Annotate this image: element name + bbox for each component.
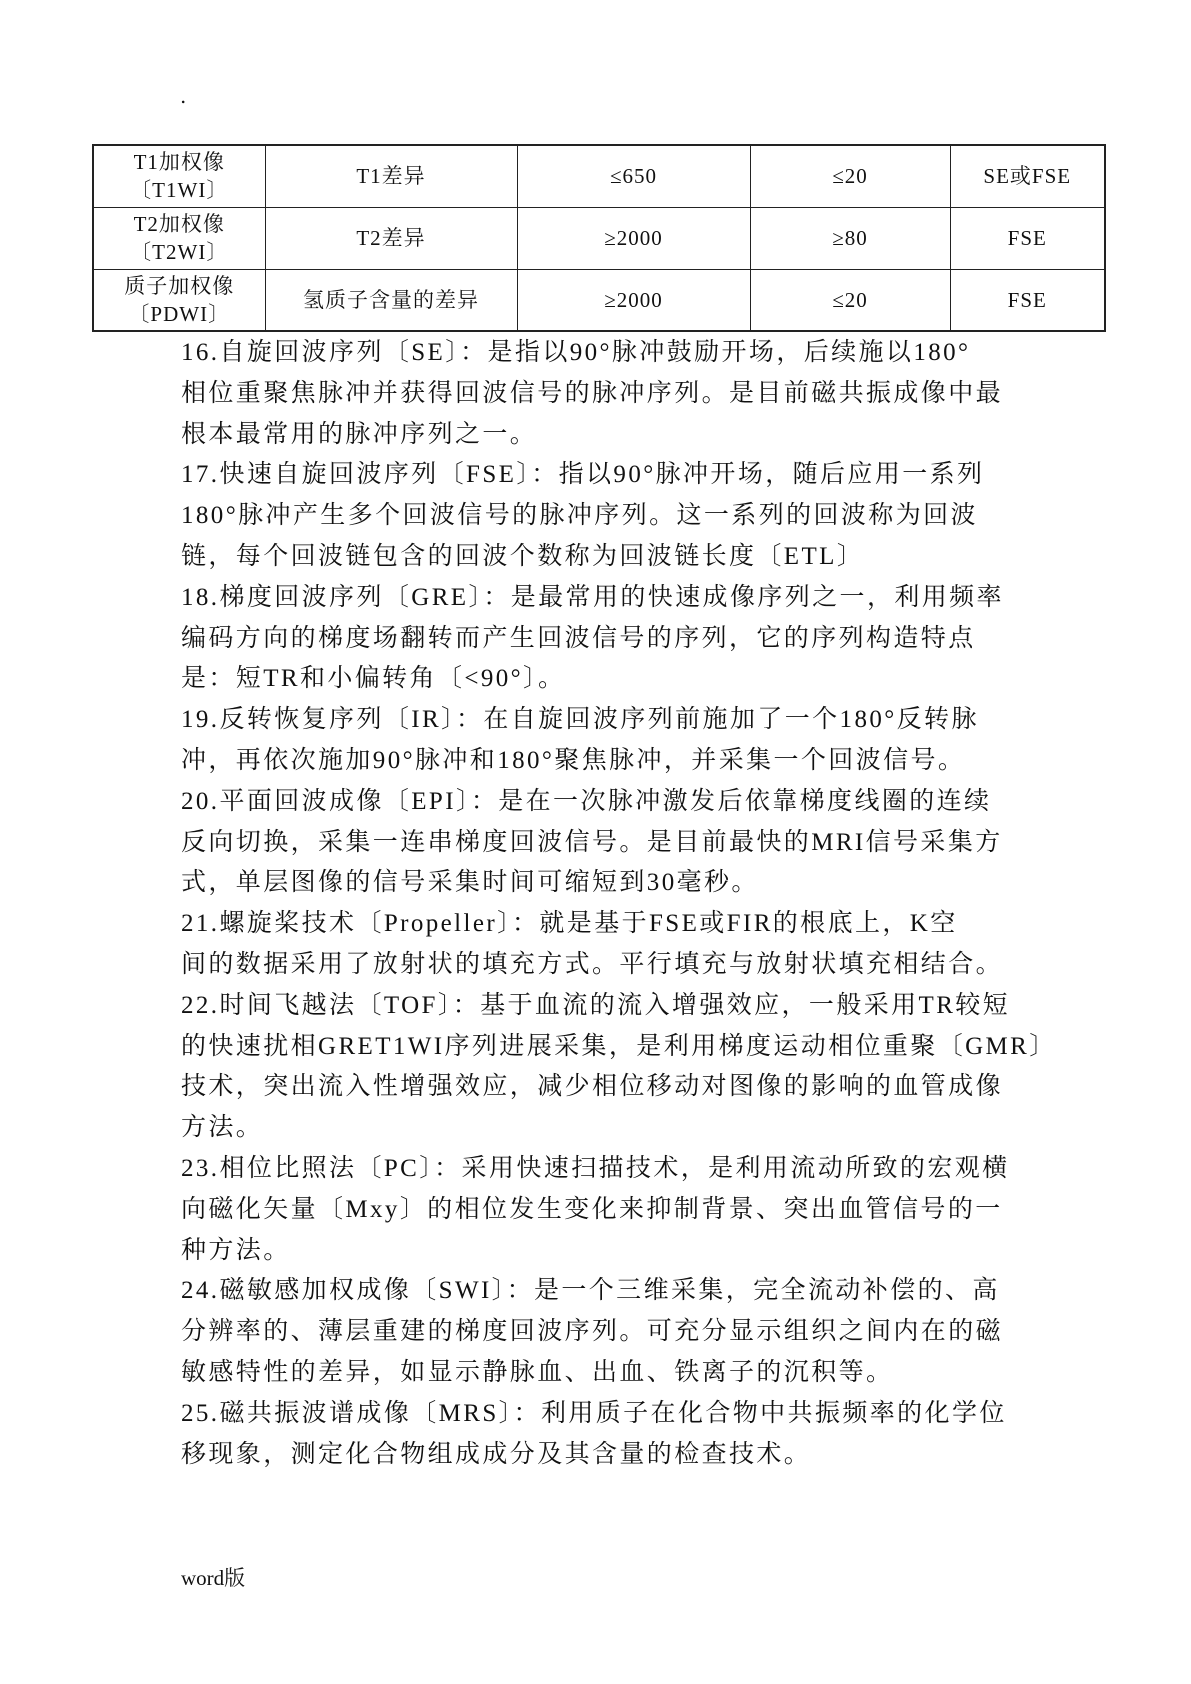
parameters-table-wrapper — [92, 144, 1104, 332]
text-line: 19.反转恢复序列〔IR〕：在自旋回波序列前施加了一个180°反转脉 — [181, 706, 979, 734]
te-cell: ≤20 — [750, 145, 950, 207]
text-line: 链，每个回波链包含的回波个数称为回波链长度〔ETL〕 — [181, 542, 865, 570]
te-cell: ≥80 — [750, 207, 950, 269]
text-line: 是：短TR和小偏转角〔<90°〕。 — [181, 665, 566, 693]
contrast-cell: 氢质子含量的差异 — [265, 269, 517, 331]
table-row — [93, 207, 1105, 269]
text-line: 22.时间飞越法〔TOF〕：基于血流的流入增强效应，一般采用TR较短 — [181, 991, 1011, 1019]
text-line: 根本最常用的脉冲序列之一。 — [181, 420, 538, 448]
table-row — [93, 269, 1105, 331]
header-mark: . — [180, 84, 187, 108]
text-line: 21.螺旋桨技术〔Propeller〕：就是基于FSE或FIR的根底上，K空 — [181, 910, 958, 938]
text-line: 16.自旋回波序列〔SE〕：是指以90°脉冲鼓励开场，后续施以180° — [181, 339, 971, 366]
text-line: 编码方向的梯度场翻转而产生回波信号的序列，它的序列构造特点 — [181, 624, 976, 652]
sequence-cell: FSE — [950, 207, 1105, 269]
contrast-cell: T1差异 — [265, 145, 517, 207]
text-line: 24.磁敏感加权成像〔SWI〕：是一个三维采集，完全流动补偿的、高 — [181, 1277, 1000, 1305]
text-line: 的快速扰相GRET1WI序列进展采集，是利用梯度运动相位重聚〔GMR〕 — [181, 1032, 1057, 1060]
text-line: 种方法。 — [181, 1236, 291, 1264]
text-line: 间的数据采用了放射状的填充方式。平行填充与放射状填充相结合。 — [181, 950, 1004, 978]
text-line: 20.平面回波成像〔EPI〕：是在一次脉冲激发后依靠梯度线圈的连续 — [181, 787, 992, 815]
text-line: 17.快速自旋回波序列〔FSE〕：指以90°脉冲开场，随后应用一系列 — [181, 461, 985, 489]
weighted-image-abbrev: 〔T2WI〕 — [130, 240, 229, 264]
text-line: 23.相位比照法〔PC〕：采用快速扫描技术，是利用流动所致的宏观横 — [181, 1154, 1010, 1182]
text-line: 冲，再依次施加90°脉冲和180°聚焦脉冲，并采集一个回波信号。 — [181, 746, 966, 774]
text-line: 反向切换，采集一连串梯度回波信号。是目前最快的MRI信号采集方 — [181, 828, 1003, 856]
tr-cell: ≥2000 — [517, 207, 750, 269]
text-line: 敏感特性的差异，如显示静脉血、出血、铁离子的沉积等。 — [181, 1358, 894, 1386]
text-line: 方法。 — [181, 1114, 264, 1142]
definitions-text — [181, 333, 1057, 1475]
weighted-image-cell — [93, 207, 265, 269]
text-line: 18.梯度回波序列〔GRE〕：是最常用的快速成像序列之一，利用频率 — [181, 583, 1004, 611]
te-cell: ≤20 — [750, 269, 950, 331]
sequence-cell: FSE — [950, 269, 1105, 331]
weighted-image-cell — [93, 269, 265, 331]
text-line: 分辨率的、薄层重建的梯度回波序列。可充分显示组织之间内在的磁 — [181, 1318, 1004, 1346]
weighted-image-abbrev: 〔PDWI〕 — [128, 301, 231, 326]
weighted-image-abbrev: 〔T1WI〕 — [130, 178, 229, 203]
text-line: 向磁化矢量〔Mxy〕的相位发生变化来抑制背景、突出血管信号的一 — [181, 1195, 1003, 1223]
weighted-image-name: 质子加权像 — [124, 273, 235, 298]
text-line: 相位重聚焦脉冲并获得回波信号的脉冲序列。是目前磁共振成像中最 — [181, 379, 1004, 407]
text-line: 180°脉冲产生多个回波信号的脉冲序列。这一系列的回波称为回波 — [181, 502, 978, 530]
table-row — [93, 145, 1105, 207]
text-line: 移现象，测定化合物组成成分及其含量的检查技术。 — [181, 1440, 812, 1468]
tr-cell: ≥2000 — [517, 269, 750, 331]
page-footer: word版 — [181, 1566, 246, 1590]
weighted-image-name: T1加权像 — [133, 150, 225, 175]
tr-cell: ≤650 — [517, 145, 750, 207]
weighted-image-cell — [93, 145, 265, 207]
text-line: 25.磁共振波谱成像〔MRS〕：利用质子在化合物中共振频率的化学位 — [181, 1399, 1007, 1427]
weighted-image-name: T2加权像 — [133, 212, 225, 236]
parameters-table — [92, 144, 1106, 332]
contrast-cell: T2差异 — [265, 207, 517, 269]
text-line: 式，单层图像的信号采集时间可缩短到30毫秒。 — [181, 869, 759, 897]
sequence-cell: SE或FSE — [950, 145, 1105, 207]
text-line: 技术，突出流入性增强效应，减少相位移动对图像的影响的血管成像 — [181, 1073, 1004, 1101]
